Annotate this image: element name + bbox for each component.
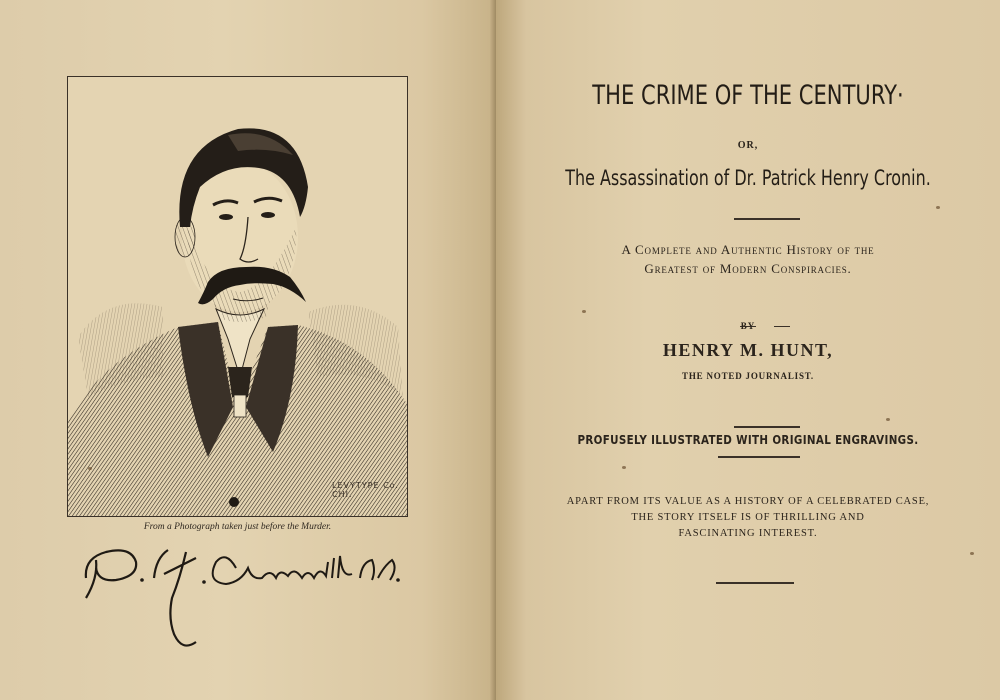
author-name: HENRY M. HUNT, <box>662 340 834 360</box>
signature-image <box>76 538 416 658</box>
foxing-speck <box>970 552 974 555</box>
divider-rule <box>774 326 790 327</box>
foxing-speck <box>582 310 586 313</box>
portrait-engraving <box>67 76 408 517</box>
book-description <box>496 240 1000 278</box>
description-line: A Complete and Authentic History of the <box>621 242 875 257</box>
divider-rule <box>718 456 800 458</box>
divider-rule <box>734 426 800 428</box>
value-note-line: FASCINATING INTEREST. <box>678 528 818 539</box>
foxing-speck <box>88 467 92 470</box>
or-line: OR, <box>737 140 759 151</box>
book-title: THE CRIME OF THE CENTURY· <box>592 80 904 111</box>
illustrated-note: PROFUSELY ILLUSTRATED WITH ORIGINAL ENGRAVINGS. <box>577 433 919 447</box>
value-note-line: THE STORY ITSELF IS OF THRILLING AND <box>631 512 865 523</box>
foxing-speck <box>936 206 940 209</box>
book-subtitle: The Assassination of Dr. Patrick Henry Cronin. <box>565 166 931 190</box>
value-note <box>496 494 1000 542</box>
engraver-mark: LEVYTYPE Co. CHI. <box>332 481 399 499</box>
portrait-illustration <box>68 77 408 517</box>
description-line: Greatest of Modern Conspiracies. <box>644 261 852 276</box>
portrait-caption: From a Photograph taken just before the Murder. <box>143 522 332 532</box>
author-title: THE NOTED JOURNALIST. <box>682 371 814 381</box>
foxing-speck <box>622 466 626 469</box>
foxing-speck <box>886 418 890 421</box>
divider-rule <box>734 218 800 220</box>
value-note-line: APART FROM ITS VALUE AS A HISTORY OF A CELEBRATED CASE, <box>566 496 930 507</box>
by-line: BY <box>740 321 756 331</box>
divider-rule <box>716 582 794 584</box>
